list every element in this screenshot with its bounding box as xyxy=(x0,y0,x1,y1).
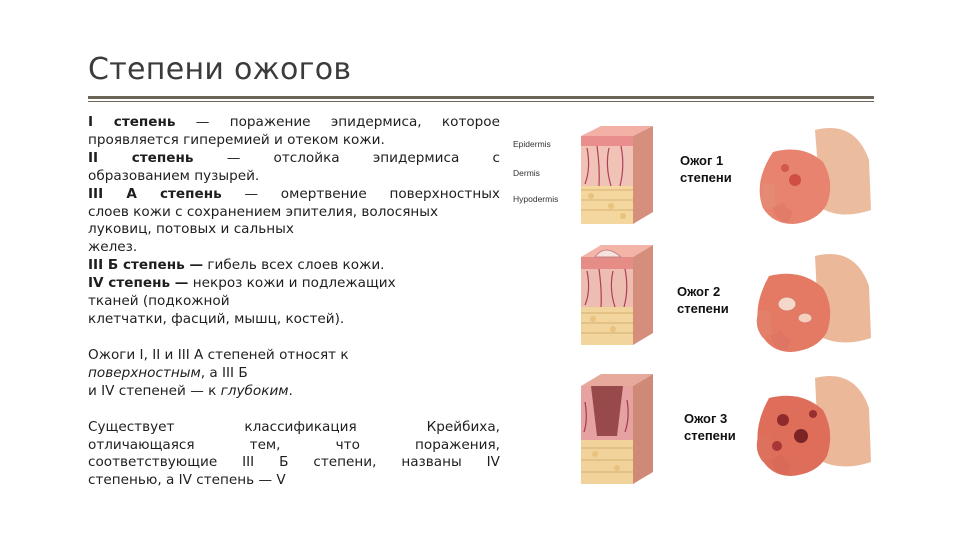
p4-line xyxy=(88,257,500,275)
r1-line3: соответствующие III Б степени, названы IV xyxy=(88,454,500,471)
q1-line3 xyxy=(88,383,500,401)
skin-section-2nd-degree xyxy=(573,245,653,345)
burn-label-3-line2: степени xyxy=(684,428,736,443)
burn-label-3-line1: Ожог 3 xyxy=(684,411,728,426)
burned-hand-2nd-degree xyxy=(753,248,873,360)
burn-label-1 xyxy=(680,152,732,186)
burn-label-2-line1: Ожог 2 xyxy=(677,284,721,299)
p5-line1-rest: некроз кожи и подлежащих xyxy=(188,275,396,292)
title-rule-thin xyxy=(88,101,874,102)
q1-line3-pre: и IV степеней — к xyxy=(88,382,221,399)
p3-bold: III А степень xyxy=(88,185,222,202)
burn-label-2 xyxy=(677,283,729,317)
burned-hand-3rd-degree xyxy=(753,370,873,486)
p3-line1 xyxy=(88,186,500,204)
q1-italic2: глубоким xyxy=(220,382,289,399)
layer-label-hypodermis: Hypodermis xyxy=(513,194,559,204)
q1-line2 xyxy=(88,365,500,383)
p1-line1 xyxy=(88,114,500,132)
skin-section-3rd-degree xyxy=(573,372,653,484)
q1-italic1: поверхностным xyxy=(88,364,201,381)
p5-line3: клетчатки, фасций, мышц, костей). xyxy=(88,310,345,327)
p5-line1 xyxy=(88,275,500,293)
q1-line2-rest: , а III Б xyxy=(200,364,248,381)
burn-label-1-line1: Ожог 1 xyxy=(680,153,724,168)
p4-bold: III Б степень — xyxy=(88,257,204,274)
p3-line2: слоев кожи с сохранением эпителия, волосяных xyxy=(88,203,439,220)
p2-line2: образованием пузырей. xyxy=(88,167,260,184)
r1-line4: степенью, а IV степень — V xyxy=(88,472,286,489)
q1-line3-end: . xyxy=(288,382,293,399)
burned-hand-1st-degree xyxy=(755,122,873,232)
burn-degrees-figure xyxy=(513,120,873,487)
burn-label-3 xyxy=(684,410,736,444)
p3-line1-rest: — омертвение поверхностных xyxy=(221,185,500,202)
p2-line1 xyxy=(88,150,500,168)
title-rule-thick xyxy=(88,96,874,99)
p1-line2: проявляется гиперемией и отеком кожи. xyxy=(88,131,385,148)
q1-line1: Ожоги I, II и III А степеней относят к xyxy=(88,346,349,363)
p5-bold: IV степень — xyxy=(88,275,189,292)
body-text xyxy=(88,114,500,490)
p5-line2: тканей (подкожной xyxy=(88,293,230,310)
p1-bold: I степень xyxy=(88,114,176,130)
p2-line1-rest: — отслойка эпидермиса с xyxy=(193,149,500,166)
p3-line3: луковиц, потовых и сальных xyxy=(88,221,294,238)
layer-label-dermis: Dermis xyxy=(513,168,540,178)
p3-line4: желез. xyxy=(88,239,138,256)
p4-rest: гибель всех слоев кожи. xyxy=(203,257,385,274)
burn-label-1-line2: степени xyxy=(680,170,732,185)
burn-label-2-line2: степени xyxy=(677,301,729,316)
layer-label-epidermis: Epidermis xyxy=(513,139,551,149)
r1-line1: Существует классификация Крейбиха, xyxy=(88,418,500,435)
p2-bold: II степень xyxy=(88,149,194,166)
p1-line1-rest: — поражение эпидермиса, которое xyxy=(175,114,500,130)
r1-line2: отличающаяся тем, что поражения, xyxy=(88,436,500,453)
slide-title: Степени ожогов xyxy=(88,52,352,87)
skin-section-1st-degree xyxy=(573,126,653,224)
